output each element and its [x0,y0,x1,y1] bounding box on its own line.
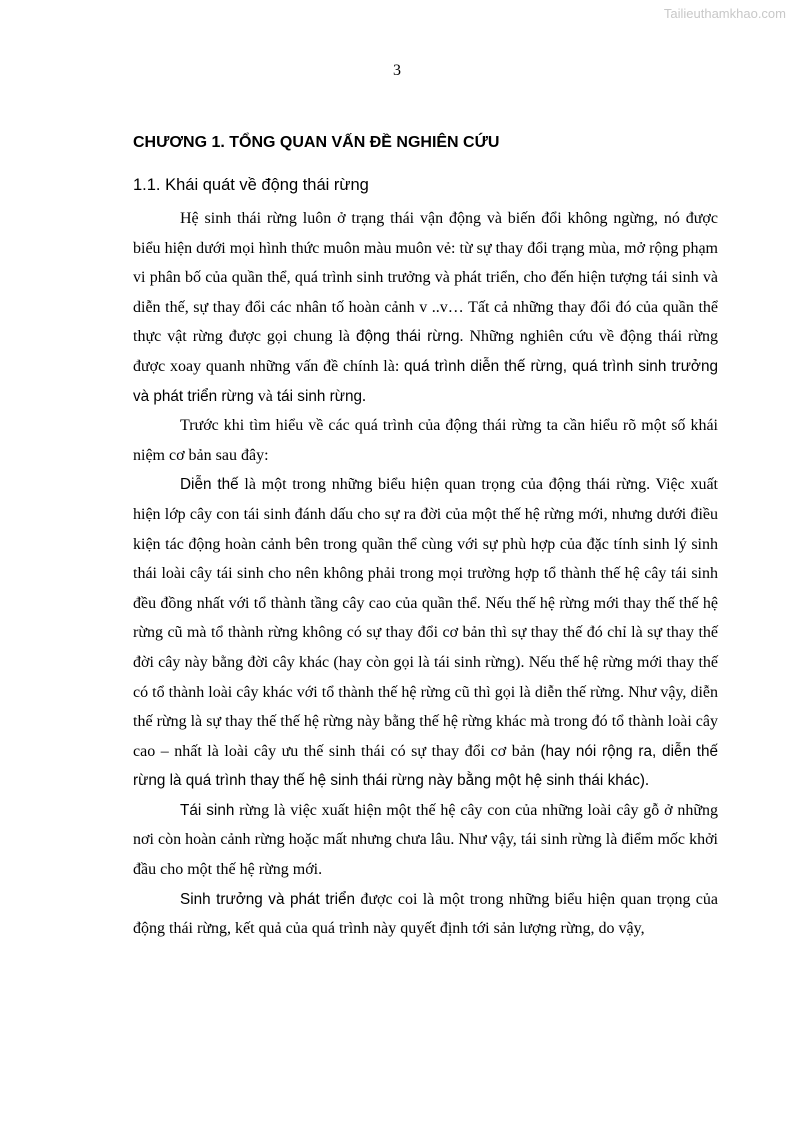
term-tai-sinh: Tái sinh [180,801,235,819]
text: và [253,387,277,405]
paragraph-3 [133,470,718,796]
page-number: 3 [393,62,401,79]
watermark: Tailieuthamkhao.com [663,6,786,21]
chapter-title: CHƯƠNG 1. TỔNG QUAN VẤN ĐỀ NGHIÊN CỨU [133,134,500,151]
text: được coi là một trong những biểu hiện quan trọng của động thái rừng, kết quả của quá trình này quyết định tới sản lượng rừng, do vậy, [133,890,718,938]
text: . Những nghiên cứu về động thái rừng được xoay quanh những vấn đề chính là: [133,328,719,375]
term-dien-the: Diễn thế [180,476,239,494]
text: . [645,772,649,790]
text: Trước khi tìm hiểu về các quá trình của động thái rừng ta cần hiểu rõ một số khái niệm cơ bản sau đây: [133,417,718,464]
paragraph-4 [133,796,718,885]
text: . [361,387,366,405]
document-body [133,130,718,944]
term-processes: quá trình diễn thế rừng, quá trình sinh trưởng và phát triển rừng [133,357,718,405]
term-sinh-truong: Sinh trưởng và phát triển [180,890,356,908]
term-definition-note: (hay nói rộng ra, diễn thế rừng là quá trình thay thế hệ sinh thái rừng này bằng một hệ sinh thái khác) [133,742,719,790]
text: rừng là việc xuất hiện một thế hệ cây con của những loài cây gỗ ở những nơi còn hoàn cảnh rừng hoặc mất nhưng chưa lâu. Như vậy, tái sinh rừng là điểm mốc khởi đầu cho một thế hệ rừng mới. [133,801,719,879]
term-dong-thai-rung: động thái rừng [355,328,460,346]
text: là một trong những biểu hiện quan trọng của động thái rừng. Việc xuất hiện lớp cây con tái sinh đánh dấu cho sự ra đời của một thế hệ rừng mới, nhưng dưới điều kiện tác động hoàn cảnh bên trong quần thể cùng với sự phù hợp của đặc tính sinh lý sinh thái loài cây tái sinh cho nên không phải trong mọi trường hợp tổ thành thế hệ cây tái sinh đều đồng nhất với tổ thành tầng cây cao của quần thể. Nếu thế hệ rừng mới thay thế thế hệ rừng cũ mà tổ thành rừng không có sự thay đổi cơ bản thì sự thay thế đó chỉ là sự thay thế đời cây này bằng đời cây khác (hay còn gọi là tái sinh rừng). Nếu thế hệ rừng mới thay thế có tổ thành loài cây khác với tổ thành thế hệ rừng cũ thì gọi là diễn thế rừng. Như vậy, diễn thế rừng là sự thay thế thế hệ rừng này bằng thế hệ rừng khác mà trong đó tổ thành loài cây cao – nhất là loài cây ưu thế sinh thái có sự thay đổi cơ bản [133,476,719,760]
term-tai-sinh-rung: tái sinh rừng [276,387,362,405]
paragraph-2 [133,411,718,470]
text: Hệ sinh thái rừng luôn ở trạng thái vận động và biến đổi không ngừng, nó được biểu hiện dưới mọi hình thức muôn màu muôn vẻ: từ sự thay đổi trạng mùa, mở rộng phạm vi phân bố của quần thể, quá trình sinh trưởng và phát triển, cho đến hiện tượng tái sinh và diễn thế, sự thay đổi các nhân tố hoàn cảnh v ..v… Tất cả những thay đổi đó của quần thể thực vật rừng được gọi chung là [133,210,718,346]
paragraph-1 [133,204,718,411]
paragraph-5 [133,885,718,944]
section-title: 1.1. Khái quát về động thái rừng [133,176,369,194]
